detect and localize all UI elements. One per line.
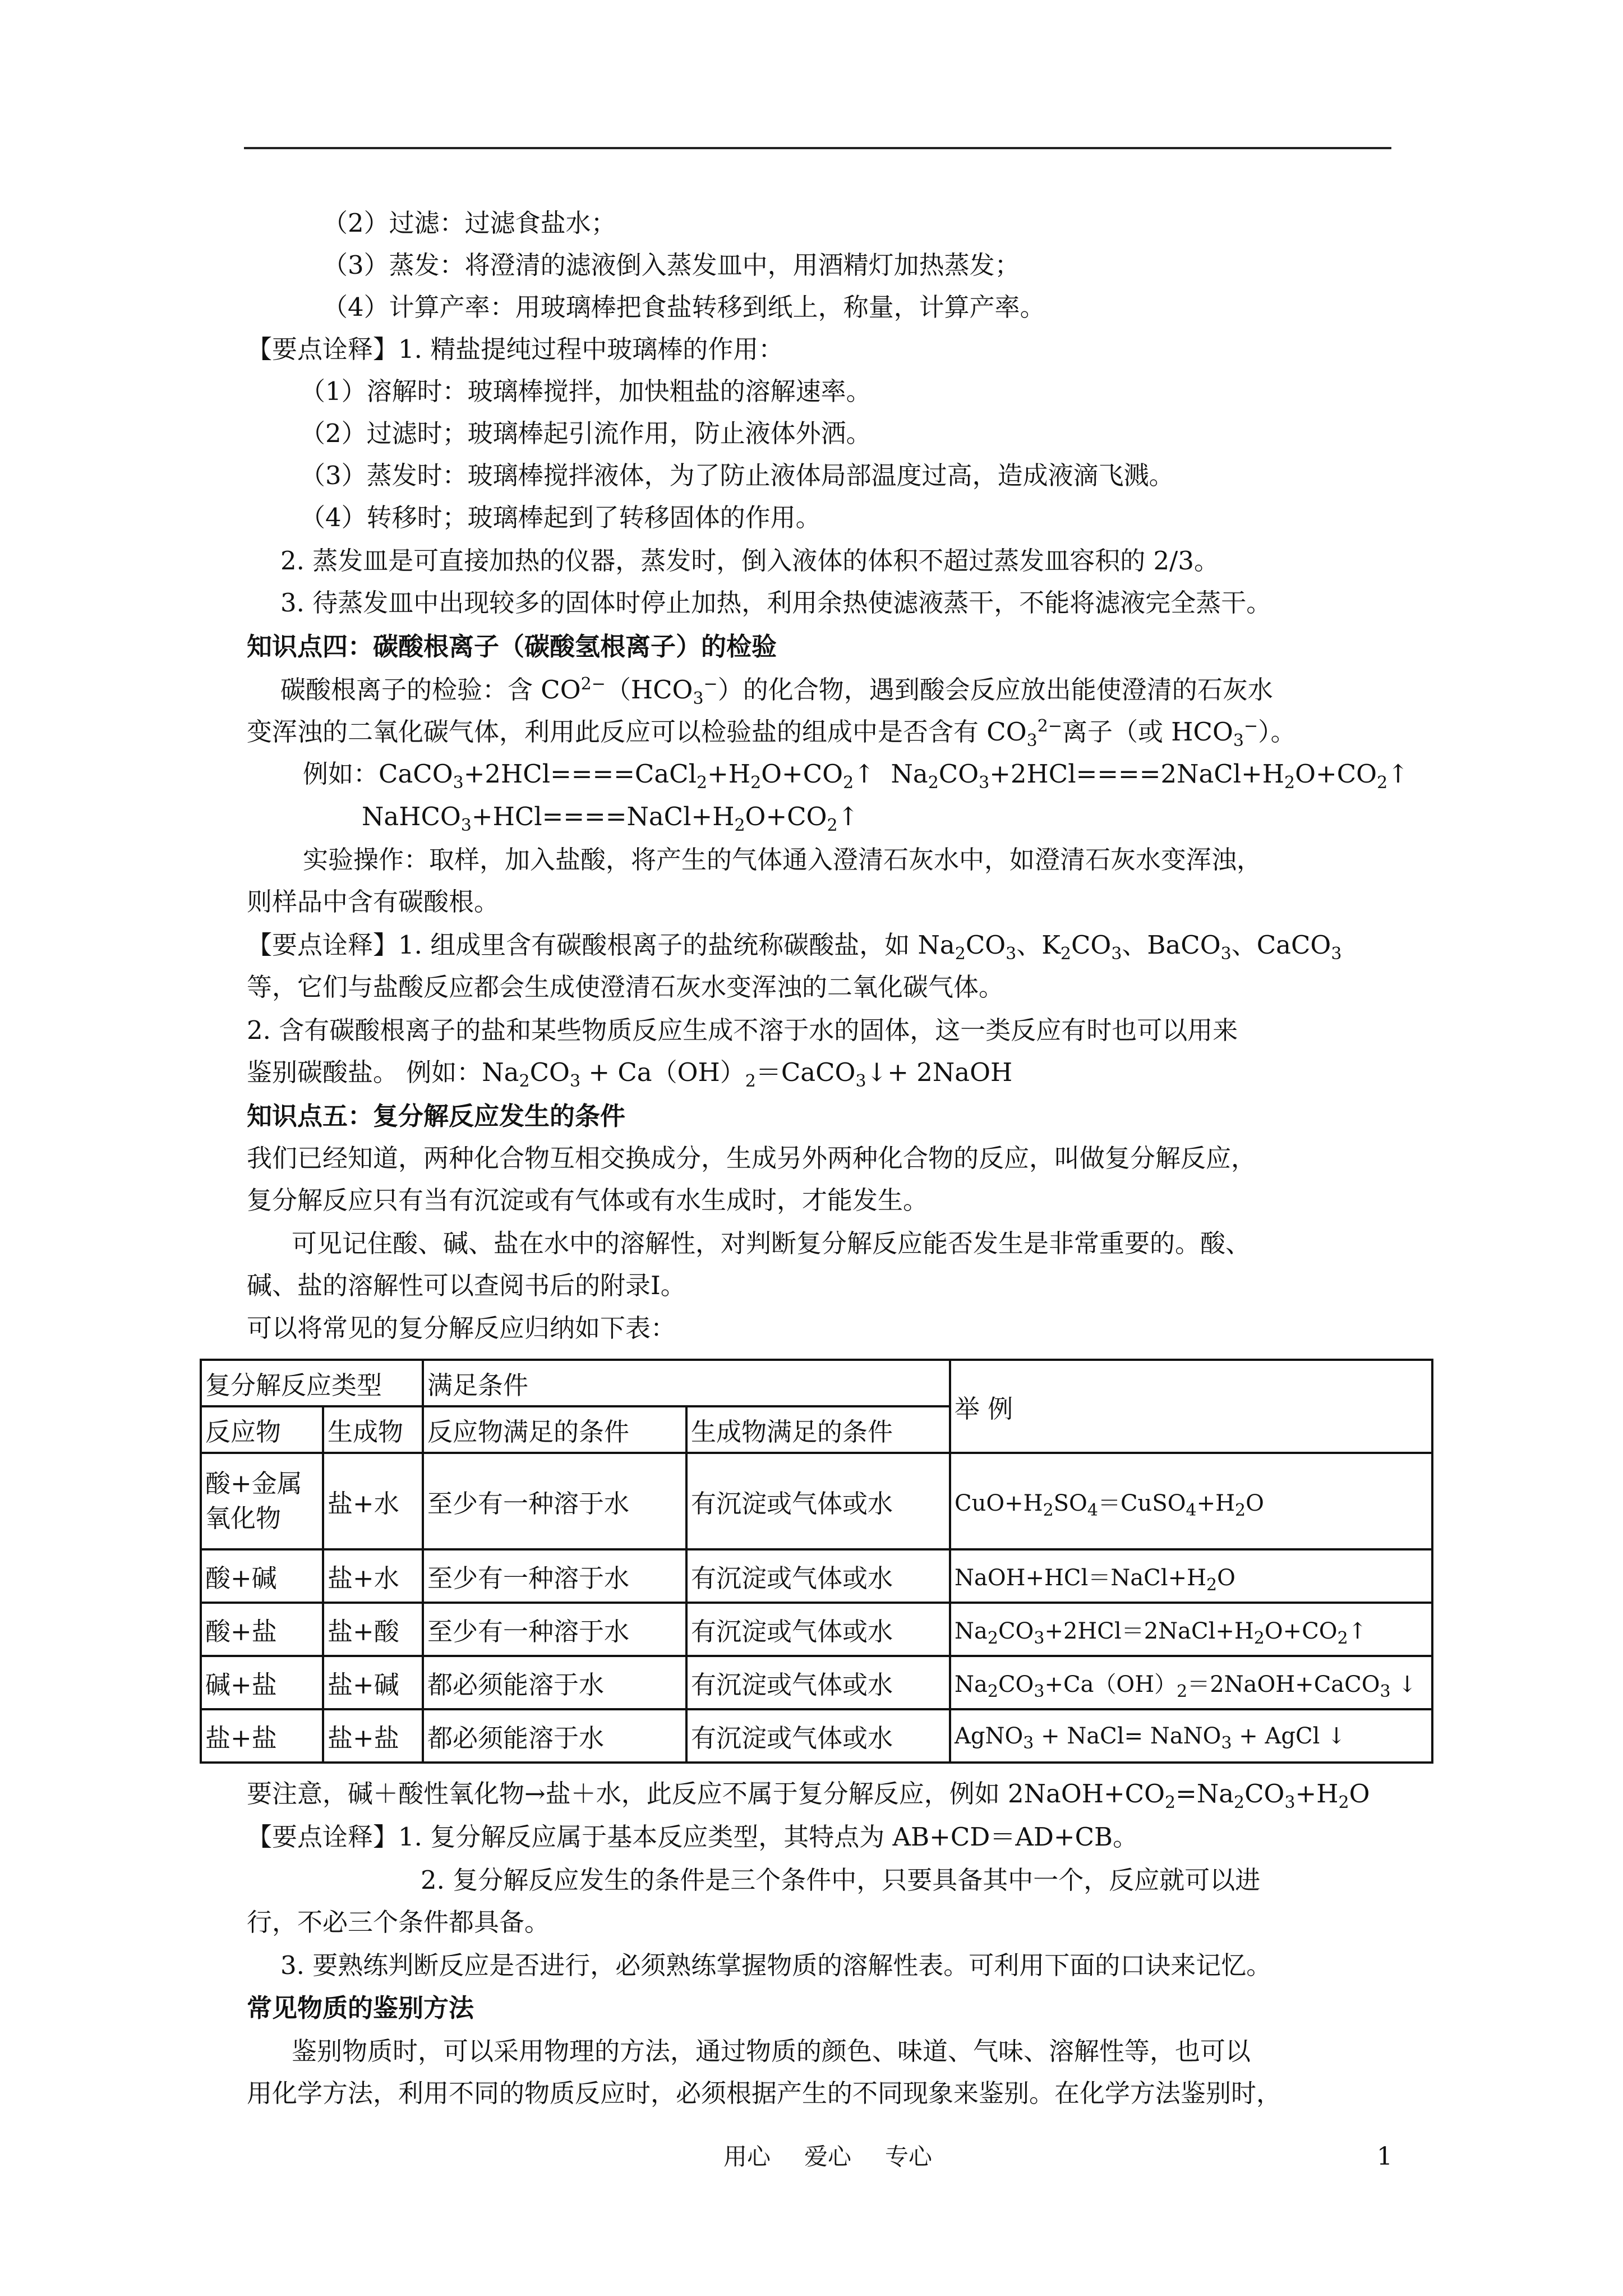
table-cell: 至少有一种溶于水 bbox=[423, 1603, 686, 1656]
table-cell: 碱+盐 bbox=[201, 1656, 323, 1709]
text-line: 等，它们与盐酸反应都会生成使澄清石灰水变浑浊的二氧化碳气体。 bbox=[247, 972, 1004, 1002]
equation-line: $NaHCO_3+HCl====NaCl+H_2O+CO_2↑$ bbox=[362, 802, 859, 835]
text-line: 【要点诠释】1. 复分解反应属于基本反应类型，其特点为 AB+CD＝AD+CB。 bbox=[247, 1822, 1138, 1852]
table-header: 生成物 bbox=[323, 1406, 423, 1453]
text-line: 碱、盐的溶解性可以查阅书后的附录Ⅰ。 bbox=[247, 1271, 686, 1300]
text-line: 实验操作：取样，加入盐酸，将产生的气体通入澄清石灰水中，如澄清石灰水变浑浊， bbox=[303, 845, 1262, 875]
table-cell: 盐+水 bbox=[323, 1549, 423, 1603]
table-cell: 盐+酸 bbox=[323, 1603, 423, 1656]
reaction-table bbox=[200, 1359, 1433, 1764]
text-line: 【要点诠释】1. 组成里含有碳酸根离子的盐统称碳酸盐，如 $Na_2CO_3$、$K_2CO_3$、BaCO$_3$、CaCO$_3$ bbox=[247, 930, 1342, 964]
table-row bbox=[201, 1453, 1432, 1549]
section-heading: 知识点四：碳酸根离子（碳酸氢根离子）的检验 bbox=[247, 632, 777, 661]
page-number: 1 bbox=[1377, 2142, 1393, 2171]
text-line: 我们已经知道，两种化合物互相交换成分，生成另外两种化合物的反应，叫做复分解反应， bbox=[247, 1143, 1257, 1173]
table-header: 复分解反应类型 bbox=[201, 1360, 423, 1406]
table-cell: 至少有一种溶于水 bbox=[423, 1453, 686, 1549]
text-line: 用化学方法，利用不同的物质反应时，必须根据产生的不同现象来鉴别。在化学方法鉴别时， bbox=[247, 2078, 1282, 2108]
text-line: 3. 待蒸发皿中出现较多的固体时停止加热，利用余热使滤液蒸干，不能将滤液完全蒸干。 bbox=[280, 588, 1272, 618]
table-cell: 有沉淀或气体或水 bbox=[686, 1549, 950, 1603]
text-line: （3）蒸发：将澄清的滤液倒入蒸发皿中，用酒精灯加热蒸发； bbox=[322, 250, 1020, 280]
table-row bbox=[201, 1656, 1432, 1709]
text-line: 变浑浊的二氧化碳气体，利用此反应可以检验盐的组成中是否含有 $CO_3^{2-}$离子（或 $HCO_3^-$）。 bbox=[247, 716, 1296, 751]
equation-line: 例如：$CaCO_3+2HCl====CaCl_2+H_2O+CO_2↑$ $Na_2CO_3+2HCl====2NaCl+H_2O+CO_2↑$ bbox=[303, 759, 1409, 793]
text-line: 【要点诠释】1. 精盐提纯过程中玻璃棒的作用： bbox=[247, 334, 784, 364]
table-cell: 有沉淀或气体或水 bbox=[686, 1656, 950, 1709]
table-cell: $CuO+H_2SO_4=CuSO_4+H_2O$ bbox=[950, 1453, 1432, 1549]
table-cell: 盐+盐 bbox=[201, 1709, 323, 1763]
text-line: （2）过滤：过滤食盐水； bbox=[322, 208, 616, 238]
table-cell: 盐+碱 bbox=[323, 1656, 423, 1709]
text-line: 可见记住酸、碱、盐在水中的溶解性，对判断复分解反应能否发生是非常重要的。酸、 bbox=[292, 1228, 1251, 1258]
table-cell: 盐+盐 bbox=[323, 1709, 423, 1763]
table-cell: 酸+金属氧化物 bbox=[201, 1453, 323, 1549]
table-cell: 盐+水 bbox=[323, 1453, 423, 1549]
table-row bbox=[201, 1709, 1432, 1763]
table-header: 反应物满足的条件 bbox=[423, 1406, 686, 1453]
footer bbox=[723, 2140, 966, 2174]
text-line: 复分解反应只有当有沉淀或有气体或有水生成时，才能发生。 bbox=[247, 1185, 929, 1215]
table-cell: 至少有一种溶于水 bbox=[423, 1549, 686, 1603]
table-header: 反应物 bbox=[201, 1406, 323, 1453]
text-line: （1）溶解时：玻璃棒搅拌，加快粗盐的溶解速率。 bbox=[300, 376, 872, 406]
text-line: 2. 含有碳酸根离子的盐和某些物质反应生成不溶于水的固体，这一类反应有时也可以用来 bbox=[247, 1015, 1238, 1045]
table-cell: $Na_2CO_3+2HCl=2NaCl+H_2O+CO_2↑$ bbox=[950, 1603, 1432, 1656]
table-cell: $NaOH+HCl=NaCl+H_2O$ bbox=[950, 1549, 1432, 1603]
table-row bbox=[201, 1549, 1432, 1603]
text-line: 行，不必三个条件都具备。 bbox=[247, 1907, 550, 1937]
table-cell: 酸+盐 bbox=[201, 1603, 323, 1656]
text-line: 3. 要熟练判断反应是否进行，必须熟练掌握物质的溶解性表。可利用下面的口诀来记忆。 bbox=[280, 1950, 1272, 1980]
text-line: 2. 复分解反应发生的条件是三个条件中，只要具备其中一个，反应就可以进 bbox=[421, 1865, 1261, 1895]
table-cell: 酸+碱 bbox=[201, 1549, 323, 1603]
section-heading: 常见物质的鉴别方法 bbox=[247, 1993, 474, 2023]
table-row bbox=[201, 1603, 1432, 1656]
table-cell: 有沉淀或气体或水 bbox=[686, 1603, 950, 1656]
text-line: 碳酸根离子的检验：含 $CO^{2-}(HCO_3^-)$的化合物，遇到酸会反应放出能使澄清的石灰水 bbox=[280, 674, 1273, 708]
text-line: 则样品中含有碳酸根。 bbox=[247, 887, 500, 917]
table-cell: 都必须能溶于水 bbox=[423, 1656, 686, 1709]
table-cell: 有沉淀或气体或水 bbox=[686, 1453, 950, 1549]
table-cell: $Na_2CO_3+Ca(OH)_2=2NaOH+CaCO_3$ ↓ bbox=[950, 1656, 1432, 1709]
section-heading: 知识点五：复分解反应发生的条件 bbox=[247, 1101, 626, 1131]
table-cell: AgNO$_3$ + NaCl= NaNO$_3$ + AgCl ↓ bbox=[950, 1709, 1432, 1763]
text-line: 2. 蒸发皿是可直接加热的仪器，蒸发时，倒入液体的体积不超过蒸发皿容积的 2/3。 bbox=[280, 546, 1219, 576]
footer-text: 专心 bbox=[885, 2143, 933, 2170]
table-header: 举 例 bbox=[950, 1360, 1432, 1453]
text-line: 可以将常见的复分解反应归纳如下表： bbox=[247, 1313, 676, 1343]
text-line: 鉴别物质时，可以采用物理的方法，通过物质的颜色、味道、气味、溶解性等，也可以 bbox=[292, 2036, 1251, 2066]
footer-text: 用心 bbox=[723, 2143, 771, 2170]
header-rule bbox=[244, 147, 1391, 149]
text-line: （3）蒸发时：玻璃棒搅拌液体，为了防止液体局部温度过高，造成液滴飞溅。 bbox=[300, 461, 1174, 490]
text-line: （4）计算产率：用玻璃棒把食盐转移到纸上，称量，计算产率。 bbox=[322, 292, 1045, 322]
table-header: 满足条件 bbox=[423, 1360, 950, 1406]
table-header: 生成物满足的条件 bbox=[686, 1406, 950, 1453]
text-line: 要注意，碱＋酸性氧化物→盐＋水，此反应不属于复分解反应，例如 $2NaOH+CO_2=Na_2CO_3+H_2O$ bbox=[247, 1779, 1370, 1812]
text-line: （2）过滤时；玻璃棒起引流作用，防止液体外洒。 bbox=[300, 418, 872, 448]
footer-text: 爱心 bbox=[804, 2143, 852, 2170]
table-cell: 都必须能溶于水 bbox=[423, 1709, 686, 1763]
text-line: （4）转移时；玻璃棒起到了转移固体的作用。 bbox=[300, 503, 821, 532]
text-line: 鉴别碳酸盐。 例如：$Na_2CO_3$ + $Ca(OH)_2=CaCO_3↓+$ 2NaOH bbox=[247, 1057, 1013, 1091]
table-cell: 有沉淀或气体或水 bbox=[686, 1709, 950, 1763]
